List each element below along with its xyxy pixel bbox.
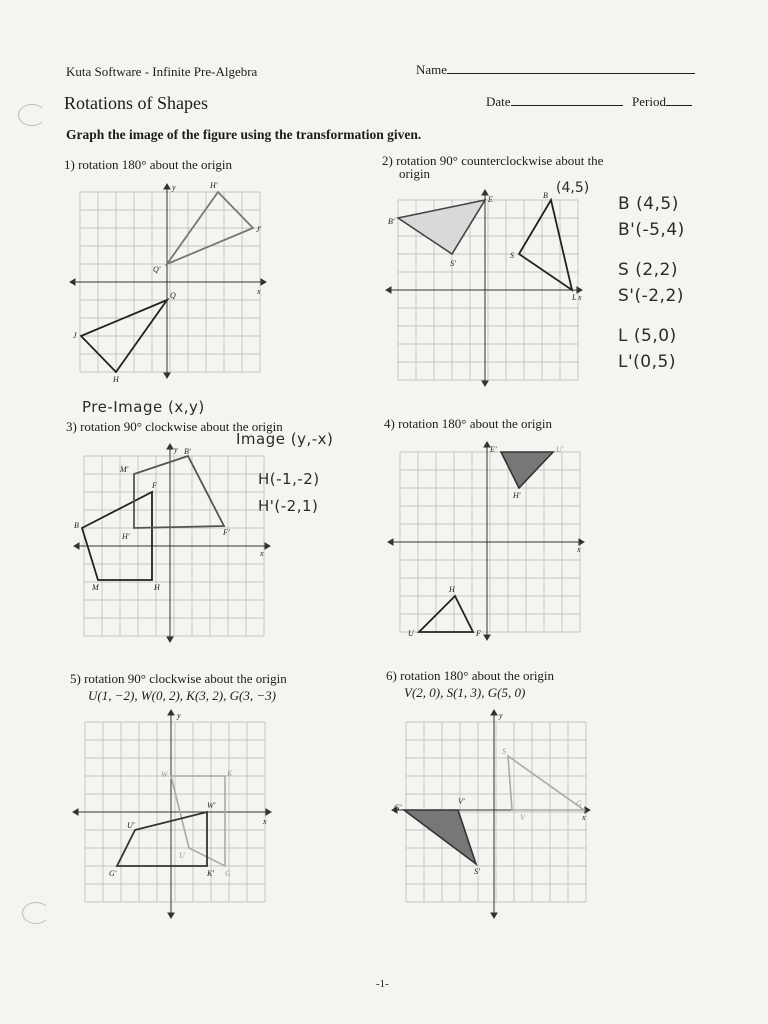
problem-3-text: 3) rotation 90° clockwise about the origin: [66, 419, 283, 434]
graph-6-y-label: y: [499, 711, 503, 720]
label-G: G: [225, 869, 231, 878]
label-H-3: H: [154, 583, 160, 592]
label-G-prime: G': [109, 869, 117, 878]
handwritten-b-point: (4,5): [556, 180, 590, 196]
handwritten-h-prime-coords: H'(-2,1): [258, 497, 319, 515]
graph-1: [73, 181, 262, 384]
label-J-prime: J': [256, 225, 262, 234]
punch-hole-top: [18, 104, 46, 126]
problem-2-text: 2) rotation 90° counterclockwise about the origin: [382, 153, 604, 181]
graph-5-x-label: x: [263, 817, 267, 826]
label-B-prime: B': [388, 217, 395, 226]
name-field[interactable]: [416, 62, 695, 78]
graph-4-x-label: x: [577, 545, 581, 554]
image-triangle-VSG-prime: [404, 810, 476, 864]
preimage-quad-BFHM: [82, 492, 152, 580]
graph-1-x-label: x: [257, 287, 261, 296]
label-Q-prime: Q': [153, 265, 161, 274]
label-H-prime: H': [210, 181, 218, 190]
graph-3-y-label: y: [174, 445, 178, 454]
label-F-prime: F': [223, 528, 230, 537]
label-S: S: [502, 747, 506, 756]
label-W: W: [161, 770, 168, 779]
preimage-triangle-BSL: [519, 200, 572, 290]
label-U-prime: U': [556, 445, 564, 454]
graph-5-y-label: y: [177, 711, 181, 720]
label-U-5: U: [179, 851, 185, 860]
label-V-prime: V': [458, 797, 465, 806]
handwritten-s-prime-coords: S'(-2,2): [618, 286, 684, 306]
label-Q: Q: [170, 291, 176, 300]
graph-5: [85, 711, 267, 902]
label-H: H: [113, 375, 119, 384]
label-V: V: [520, 813, 525, 822]
page-number: -1-: [376, 978, 389, 990]
label-M-prime: M': [120, 465, 129, 474]
label-W-prime: W': [207, 801, 216, 810]
handwritten-h-coords: H(-1,-2): [258, 470, 320, 488]
graph-1-y-label: y: [172, 183, 176, 192]
label-H-prime-3: H': [122, 532, 130, 541]
problem-4-text: 4) rotation 180° about the origin: [384, 416, 553, 431]
label-B-prime-3: B': [184, 447, 191, 456]
graph-6-x-label: x: [582, 813, 586, 822]
label-S-prime: S': [450, 259, 456, 268]
label-G-prime-6: G': [394, 803, 402, 812]
label-E-prime: E': [490, 445, 497, 454]
label-K-prime: K': [207, 869, 215, 878]
handwritten-b-prime-coords: B'(-5,4): [618, 220, 685, 240]
period-field[interactable]: [632, 94, 692, 110]
publisher-label: Kuta Software - Infinite Pre-Algebra: [66, 64, 258, 79]
handwritten-image: Image (y,-x): [236, 430, 334, 448]
handwritten-l-prime-coords: L'(0,5): [618, 352, 676, 372]
problem-6-text: 6) rotation 180° about the origin V(2, 0), S(1, 3), G(5, 0): [386, 668, 555, 700]
instructions: Graph the image of the figure using the transformation given.: [66, 127, 422, 142]
image-triangle-BSL-prime: [398, 200, 485, 254]
name-label: Name: [416, 62, 448, 77]
label-B: B: [543, 191, 548, 200]
graph-2-x-label: x: [578, 293, 582, 302]
handwritten-s-coords: S (2,2): [618, 260, 678, 280]
page-title: Rotations of Shapes: [64, 93, 208, 113]
handwritten-l-coords: L (5,0): [618, 326, 677, 346]
graph-1-axes: [70, 184, 266, 378]
label-S: S: [510, 251, 514, 260]
label-F-4: F: [476, 629, 481, 638]
period-label: Period: [632, 94, 666, 109]
handwritten-b-coords: B (4,5): [618, 194, 679, 214]
label-U: U: [408, 629, 414, 638]
preimage-triangle-VSG: [508, 756, 584, 810]
punch-hole-bottom: [22, 902, 50, 924]
problem-1-text: 1) rotation 180° about the origin: [64, 157, 233, 172]
label-L: L: [572, 293, 577, 302]
label-K: K: [227, 769, 233, 778]
label-U-prime-5: U': [127, 821, 135, 830]
label-G-6: G: [576, 799, 582, 808]
graph-3-x-label: x: [260, 549, 264, 558]
label-E: E: [488, 195, 493, 204]
date-field[interactable]: [486, 94, 623, 110]
label-H-prime-4: H': [513, 491, 521, 500]
handwritten-pre-image: Pre-Image (x,y): [82, 398, 205, 416]
date-label: Date: [486, 94, 511, 109]
graph-2: [388, 180, 590, 380]
label-F-3: F: [152, 481, 157, 490]
label-J: J: [73, 331, 77, 340]
graph-6: [394, 711, 586, 902]
label-M: M: [92, 583, 99, 592]
graph-4-axes: [388, 442, 584, 640]
label-S-prime-6: S': [474, 867, 480, 876]
problem-5-text: 5) rotation 90° clockwise about the origin U(1, −2), W(0, 2), K(3, 2), G(3, −3): [70, 671, 287, 703]
label-H-4: H: [449, 585, 455, 594]
label-B-3: B: [74, 521, 79, 530]
graph-4: [400, 445, 581, 638]
graph-3: [74, 445, 264, 636]
